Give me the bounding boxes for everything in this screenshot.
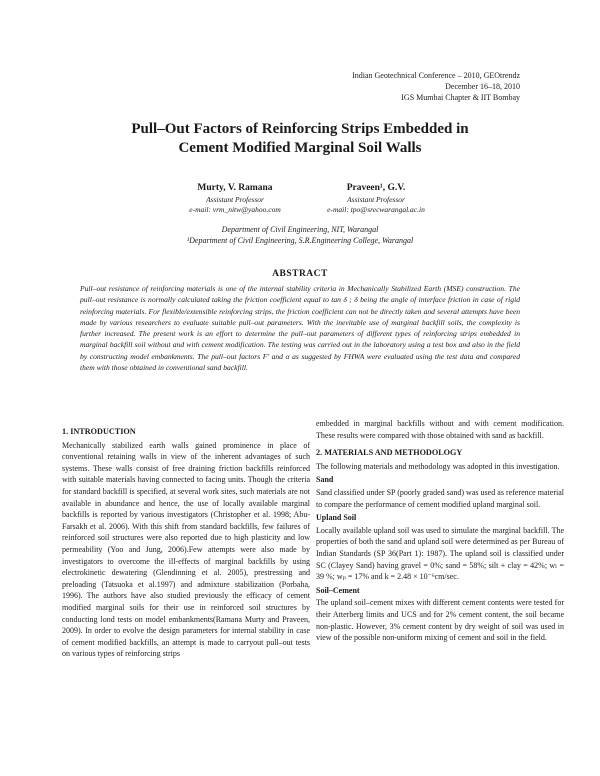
author-role: Assistant Professor [347, 195, 405, 204]
conference-dates: December 16–18, 2010 [445, 82, 520, 91]
affiliation-2: ¹Department of Civil Engineering, S.R.Engineering College, Warangal [186, 236, 414, 245]
introduction-continuation: embedded in marginal backfills without and with cement modification. These results were compared with those obtained with sand as backfill. [316, 419, 564, 440]
sand-text: Sand classified under SP (poorly graded sand) was used as reference material to compare the performance of cement modified upland marginal soil. [316, 487, 564, 509]
abstract-text: Pull–out resistance of reinforcing materials is one of the internal stability criteria in Mechanically Stabilized Earth (MSE) construction. The pull–out resistance is normally calculated taking the friction coefficient equal to tan δ ; δ being the angle of interface friction in case of rigid reinforcing materials. For flexible/extensible reinforcing strips, the friction coefficient can not be directly taken and several attempts have been made by various researchers to evaluate suitable pull–out parameters. With the inevitable use of marginal backfill soils, the complexity is further increased. The present work is an effort to determine the pull–out parameters of different types of reinforcing strips embedded in marginal backfill soil without and with cement modification. The testing was carried out in the laboratory using a test box and also in the field by constructing model embankments. The pull–out factors F' and α as suggested by FHWA were evaluated using the test data and compared them with those obtained in conventional sand backfill. [80, 284, 520, 373]
author-2 [276, 182, 476, 215]
materials-intro: The following materials and methodology was adopted in this investigation. [316, 461, 560, 471]
section-heading-materials: 2. MATERIALS AND METHODOLOGY [316, 448, 463, 458]
author-email: e-mail: tpo@srecwarangal.ac.in [327, 205, 425, 214]
soil-cement-text: The upland soil–cement mixes with different cement contents were tested for their Atterberg limits and UCS and for 2% cement content, the soil became non-plastic. However, 3% cement content by dry weight of soil was used in view of the possible non-uniform mixing of cement and soil in the field. [316, 598, 564, 643]
subheading-upland-soil: Upland Soil [316, 513, 357, 523]
abstract-heading: ABSTRACT [272, 269, 328, 279]
upland-soil-text: Locally available upland soil was used to simulate the marginal backfill. The properties of both the sand and upland soil were determined as per Bureau of Indian Standards (SP 36(Part 1): 1987). The upland soil is classified under SC (Clayey Sand) having gravel = 0%; sand = 58%; silt + clay = 42%; wₗ = 39 %; wₚ = 17% and k = 2.48 × 10⁻⁶cm/sec. [316, 525, 564, 582]
affiliations [60, 224, 540, 246]
left-column [62, 422, 310, 660]
affiliation-1: Department of Civil Engineering, NIT, Warangal [221, 225, 379, 234]
author-name: Murty, V. Ramana [197, 183, 273, 193]
subheading-soil-cement: Soil–Cement [316, 585, 360, 595]
conference-name: Indian Geotechnical Conference – 2010, GEOtrendz [352, 71, 520, 80]
introduction-text: Mechanically stabilized earth walls gained prominence in place of conventional retaining walls in view of the inherent advantages of such systems. These walls consist of free draining friction backfills reinforced with suitable materials having connected to facing units. Though the criteria for standard backfill is specified, at several work sites, such materials are not available in abundance and hence, the use of locally available marginal backfills is reported by various investigators (Christopher et al. 1998; Abu-Farsakh et al. 2006). With this shift from standard backfills, few failures of reinforced soil structures were also reported due to high plasticity and low permeability (Yoo and Jung, 2006).Few attempts were also made by investigators to overcome the ill-effects of marginal backfills by using electrokinetic dewatering (Glendinning et al. 2005), prestressing and preloading (Tatsuoka et al.1997) and admixture stabilization (Porbaha, 1996). The authors have also studied previously the efficacy of cement modified marginal soils for their use in reinforced soil structures by conducting lond tests on model embankments(Ramana Murty and Praveen, 2009). In order to evolve the design parameters for internal stability in case of cement modified backfills, an attempt is made to carryout pull–out tests on various types of reinforcing strips [62, 440, 310, 659]
conference-host: IGS Mumbai Chapter & IIT Bombay [401, 93, 520, 102]
author-email: e-mail: vrm_nitw@yahoo.com [189, 205, 281, 214]
right-column [316, 418, 564, 644]
title-line-1: Pull–Out Factors of Reinforcing Strips Embedded in [131, 121, 469, 137]
author-name: Praveen¹, G.V. [346, 183, 406, 193]
conference-header [260, 70, 520, 103]
paper-title [60, 120, 540, 158]
section-heading-introduction: 1. INTRODUCTION [62, 427, 136, 436]
title-line-2: Cement Modified Marginal Soil Walls [178, 140, 422, 156]
subheading-sand: Sand [316, 475, 334, 485]
author-role: Assistant Professor [206, 195, 264, 204]
